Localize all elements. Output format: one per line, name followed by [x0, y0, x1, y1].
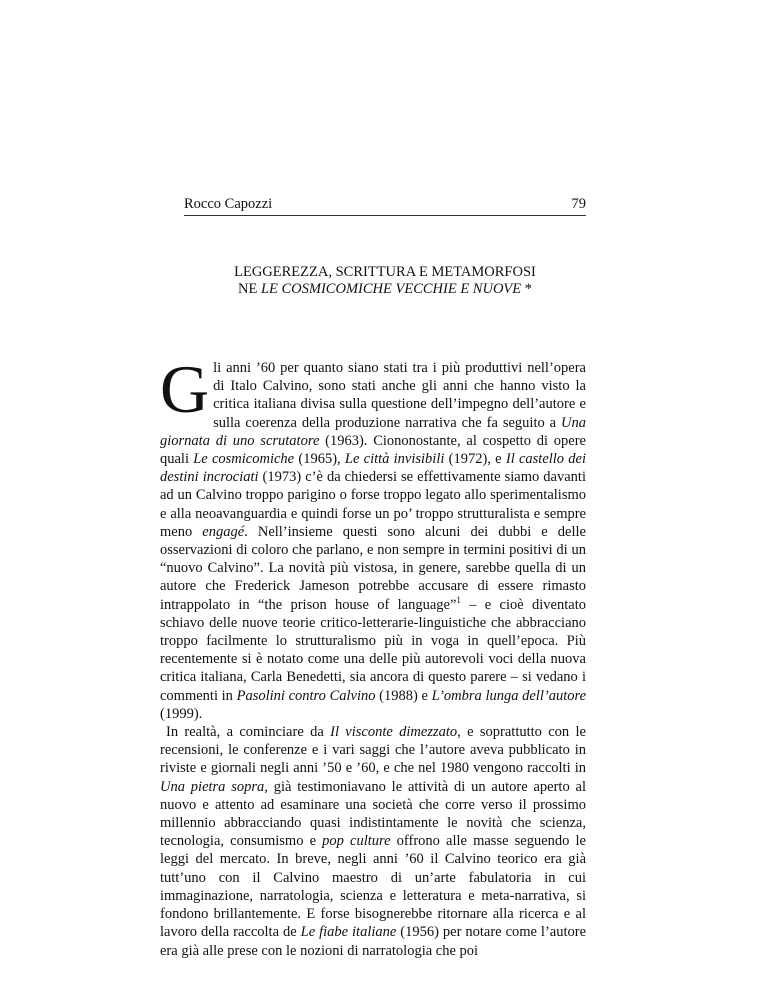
text-run: (1963). Ciononostante, al cospetto di opere quali [160, 432, 586, 468]
italic-title: Le fiabe italiane [300, 924, 397, 941]
italic-title: Il castello dei destini incrociati [160, 451, 587, 486]
italic-title: Una pietra sopra [160, 778, 265, 795]
italic-term: engagé [202, 523, 245, 540]
text-run: (1973) c’è da chiedersi se effettivamente siamo davanti ad un Calvino troppo parigino o forse troppo legato allo sperimentalismo e alla neoavanguardia e quindi forse un po’ troppo strutturalista e sempre meno [160, 469, 586, 540]
italic-title: Una giornata di uno scrutatore [160, 414, 586, 449]
footnote-ref: 1 [456, 594, 461, 605]
page-number: 79 [571, 196, 586, 212]
title-line-2-prefix: NE [237, 281, 261, 297]
header-author: Rocco Capozzi [184, 196, 273, 212]
text-run: li anni ’60 per quanto siano stati tra i più produttivi nell’opera di Italo Calvino, sono stati anche gli anni che hanno visto la critica italiana divisa sulla questione dell’impegno dell’autore e sulla coerenza della produzione narrativa che fa seguito a [213, 360, 586, 431]
text-run: . Nell’insieme questi sono alcuni dei dubbi e delle osservazioni di coloro che parlano, e non sempre in termini positivi di un “nuovo Calvino”. La novità più vistosa, in genere, sarebbe quella di un autore che Frederick Jameson potrebbe accusare di essere rimasto intrappolato in “the prison house of language” [160, 523, 586, 613]
text-run: , già testimoniavano le attività di un autore aperto al nuovo e attento ad esaminare una società che corre verso il prossimo millennio abbracciando quasi indistintamente le novità che scienza, tecnologia, consumismo e [160, 778, 586, 850]
text-run: (1965), [294, 451, 345, 468]
title-line-2-suffix: * [521, 281, 532, 297]
title-line-2 [184, 281, 586, 298]
text-run: (1956) per notare come l’autore era già alle prese con le nozioni di narratologia che poi [160, 924, 587, 959]
article-title [184, 264, 586, 298]
paragraph-1 [160, 351, 587, 723]
paragraph-2 [160, 723, 586, 960]
title-line-1: LEGGEREZZA, SCRITTURA E METAMORFOSI [234, 264, 536, 280]
italic-title: Pasolini contro Calvino [236, 687, 376, 704]
text-run: – e cioè diventato schiavo delle nuove teorie critico-letterarie-linguistiche che abbracciano troppo facilmente lo strutturalismo più in voga in quell’epoca. Più recentemente si è notato come una delle più autorevoli voci della nuova critica italiana, Carla Benedetti, sia ancora di questo parere – si vedano i commenti in [160, 596, 586, 704]
text-run: (1972), e [444, 451, 506, 468]
title-line-2-italic: LE COSMICOMICHE VECCHIE E NUOVE [260, 281, 522, 297]
italic-title: L’ombra lunga dell’autore [431, 687, 587, 704]
text-run: (1988) e [375, 687, 432, 704]
italic-title: Le città invisibili [344, 451, 445, 468]
italic-title: Le cosmicomiche [193, 451, 295, 468]
text-run: In realtà, a cominciare da [166, 724, 331, 741]
header-rule [184, 215, 586, 216]
text-run: , e soprattutto con le recensioni, le conferenze e i vari saggi che l’autore aveva pubblicato in riviste e giornali negli anni ’50 e ’60, e che nel 1980 vengono raccolti in [160, 724, 586, 777]
italic-title: Il visconte dimezzato [330, 724, 458, 741]
italic-term: pop culture [322, 833, 391, 850]
drop-cap: G [160, 351, 210, 427]
text-run: (1999). [160, 705, 203, 722]
article-body [160, 351, 587, 960]
text-run: offrono alle masse seguendo le leggi del mercato. In breve, negli anni ’60 il Calvino teorico era già tutt’uno con il Calvino maestro di un’arte fabulatoria in cui immaginazione, narratologia, scienza e letteratura e meta-narrativa, si fondono brillantemente. E forse bisognerebbe ritornare alla ricerca e al lavoro della raccolta de [160, 833, 586, 941]
